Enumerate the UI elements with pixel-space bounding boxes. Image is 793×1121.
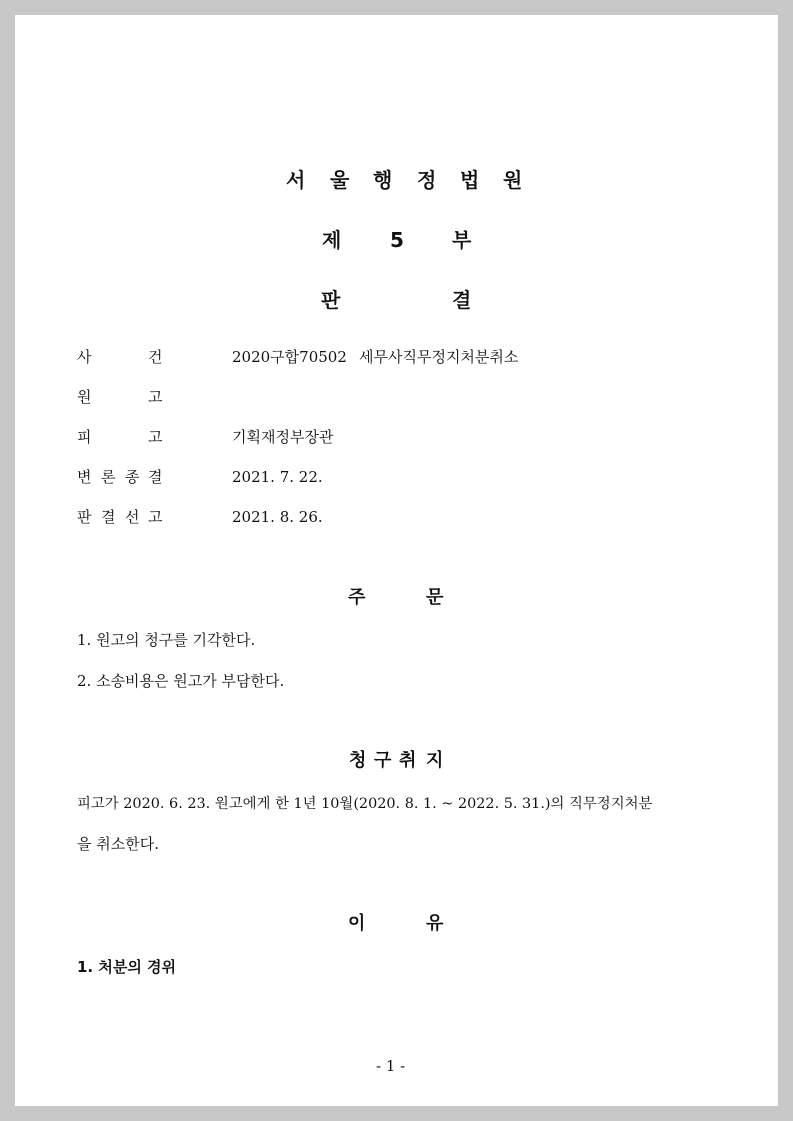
order-heading-char: 주 — [348, 587, 366, 608]
court-name-char: 원 — [503, 168, 523, 192]
plaintiff-label-char: 원 — [77, 388, 92, 406]
case-number: 2020구합70502 — [232, 348, 347, 366]
division-char: 부 — [452, 228, 472, 252]
defendant-label-char: 고 — [148, 428, 163, 446]
order-item: 2. 소송비용은 원고가 부담한다. — [77, 672, 285, 690]
ruling-label-char: 판 — [77, 508, 92, 526]
claim-heading-char: 취 — [399, 750, 417, 771]
defendant-name: 기획재정부장관 — [232, 428, 334, 446]
ruling-label-char: 선 — [125, 508, 140, 526]
reason-heading-char: 유 — [426, 913, 444, 934]
claim-text-line: 피고가 2020. 6. 23. 원고에게 한 1년 10월(2020. 8. 1. ~ 2022. 5. 31.)의 직무정지처분 — [77, 796, 653, 812]
plaintiff-label-char: 고 — [148, 388, 163, 406]
court-name-char: 정 — [417, 168, 437, 192]
closing-label-char: 론 — [101, 468, 116, 486]
case-name: 세무사직무정지처분취소 — [359, 348, 519, 366]
order-item: 1. 원고의 청구를 기각한다. — [77, 631, 256, 649]
document-page — [15, 15, 778, 1106]
closing-label-char: 종 — [125, 468, 140, 486]
court-name-char: 행 — [373, 168, 393, 192]
closing-label-char: 결 — [148, 468, 163, 486]
ruling-label-char: 결 — [101, 508, 116, 526]
doc-type-char: 판 — [321, 288, 341, 312]
doc-type-char: 결 — [452, 288, 472, 312]
case-label-char: 사 — [77, 348, 92, 366]
ruling-date: 2021. 8. 26. — [232, 508, 323, 526]
closing-date: 2021. 7. 22. — [232, 468, 323, 486]
division-char: 제 — [322, 228, 342, 252]
defendant-label-char: 피 — [77, 428, 92, 446]
section-heading: 1. 처분의 경위 — [77, 958, 177, 976]
court-name-char: 법 — [460, 168, 480, 192]
claim-text-line: 을 취소한다. — [77, 835, 159, 853]
claim-heading-char: 청 — [349, 750, 367, 771]
reason-heading-char: 이 — [348, 913, 366, 934]
ruling-label-char: 고 — [148, 508, 163, 526]
page-number: - 1 - — [376, 1057, 406, 1075]
division-char: 5 — [390, 228, 404, 252]
court-name-char: 울 — [330, 168, 350, 192]
court-name-char: 서 — [286, 168, 306, 192]
claim-heading-char: 지 — [426, 750, 444, 771]
case-label-char: 건 — [148, 348, 163, 366]
closing-label-char: 변 — [77, 468, 92, 486]
claim-heading-char: 구 — [374, 750, 392, 771]
order-heading-char: 문 — [426, 587, 444, 608]
